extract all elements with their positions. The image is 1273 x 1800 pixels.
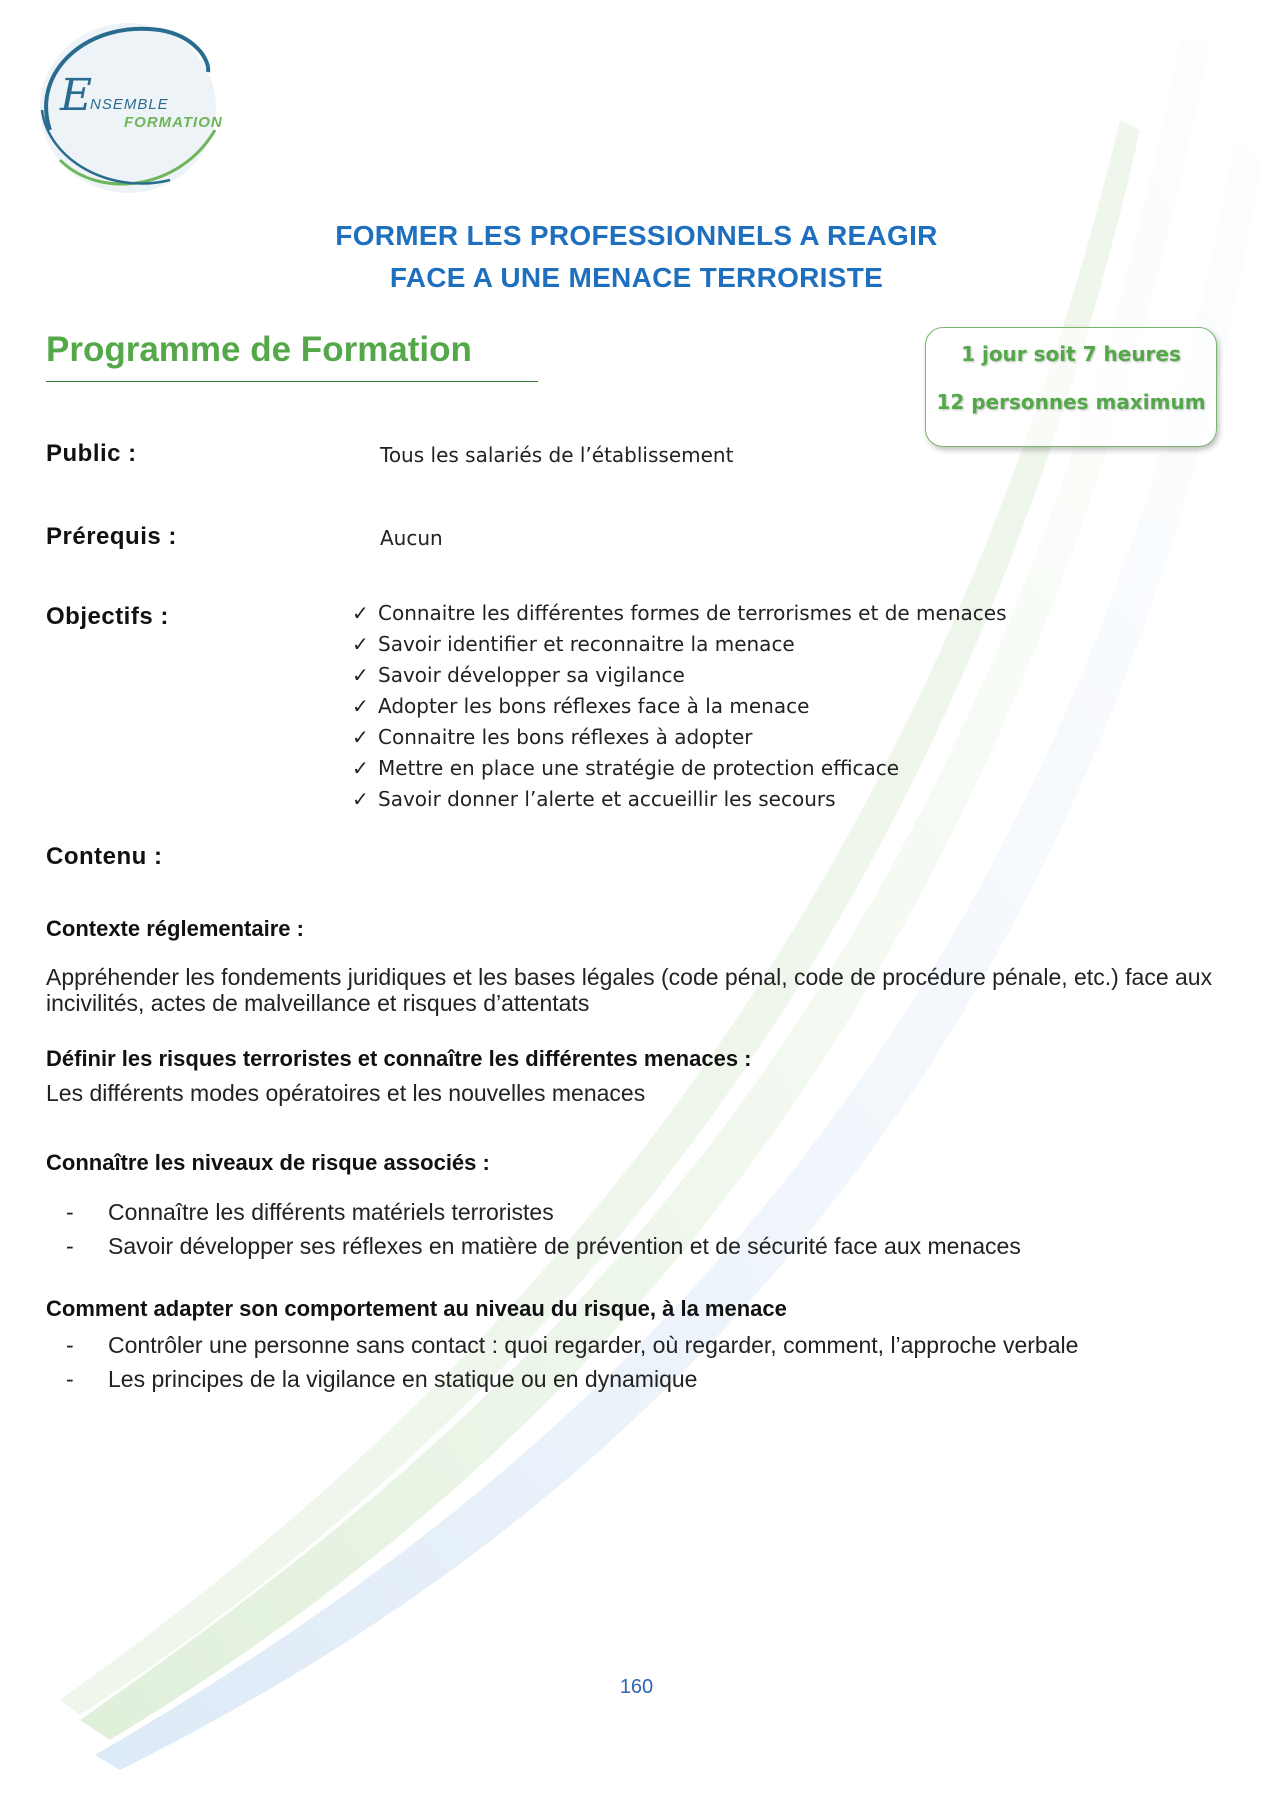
objectifs-list	[352, 598, 1007, 815]
logo-initial: E	[60, 70, 93, 121]
section-text-contexte: Appréhender les fondements juridiques et les bases légales (code pénal, code de procédure pénale, etc.) face aux incivilités, actes de malveillance et risques d’attentats	[46, 964, 1213, 1016]
list-item: - Contrôler une personne sans contact : quoi regarder, où regarder, comment, l’approche verbale	[46, 1328, 1078, 1362]
logo-text-line2: FORMATION	[124, 114, 223, 131]
checkmark-icon: ✓	[352, 756, 369, 780]
comportement-list	[46, 1328, 1078, 1396]
checkmark-icon: ✓	[352, 694, 369, 718]
public-label: Public :	[46, 440, 137, 467]
list-item: ✓ Adopter les bons réflexes face à la menace	[352, 691, 1007, 722]
list-item: - Les principes de la vigilance en statique ou en dynamique	[46, 1362, 1078, 1396]
checkmark-icon: ✓	[352, 787, 369, 811]
dash-bullet: -	[66, 1199, 74, 1225]
dash-bullet: -	[66, 1233, 74, 1259]
page-title-line1: FORMER LES PROFESSIONNELS A REAGIR	[335, 220, 938, 251]
contenu-label: Contenu :	[46, 843, 163, 870]
checkmark-icon: ✓	[352, 663, 369, 687]
dash-bullet: -	[66, 1332, 74, 1358]
programme-heading-underline	[46, 381, 538, 382]
niveaux-list	[46, 1195, 1021, 1263]
section-heading-contexte: Contexte réglementaire :	[46, 916, 304, 941]
section-heading-niveaux: Connaître les niveaux de risque associés :	[46, 1150, 490, 1175]
list-item: ✓ Connaitre les différentes formes de terrorismes et de menaces	[352, 598, 1007, 629]
section-heading-risques: Définir les risques terroristes et connaître les différentes menaces :	[46, 1046, 752, 1071]
section-heading-comportement: Comment adapter son comportement au niveau du risque, à la menace	[46, 1296, 787, 1321]
list-item: ✓ Savoir développer sa vigilance	[352, 660, 1007, 691]
duration-info-box	[925, 327, 1217, 447]
public-value: Tous les salariés de l’établissement	[380, 443, 734, 467]
prerequis-value: Aucun	[380, 526, 443, 550]
page-number: 160	[619, 1676, 654, 1698]
list-item: ✓ Savoir donner l’alerte et accueillir les secours	[352, 784, 1007, 815]
list-item: ✓ Connaitre les bons réflexes à adopter	[352, 722, 1007, 753]
section-text-risques: Les différents modes opératoires et les nouvelles menaces	[46, 1080, 646, 1106]
prerequis-label: Prérequis :	[46, 523, 177, 550]
list-item: - Savoir développer ses réflexes en matière de prévention et de sécurité face aux menaces	[46, 1229, 1021, 1263]
checkmark-icon: ✓	[352, 725, 369, 749]
checkmark-icon: ✓	[352, 632, 369, 656]
page-title-line2: FACE A UNE MENACE TERRORISTE	[389, 262, 884, 293]
programme-heading: Programme de Formation	[46, 330, 472, 369]
list-item: ✓ Savoir identifier et reconnaitre la menace	[352, 629, 1007, 660]
capacity-text: 12 personnes maximum	[936, 390, 1206, 414]
objectifs-label: Objectifs :	[46, 603, 169, 630]
list-item: - Connaître les différents matériels terroristes	[46, 1195, 1021, 1229]
checkmark-icon: ✓	[352, 601, 369, 625]
logo-text-line1: NSEMBLE	[90, 96, 169, 113]
ensemble-formation-logo	[20, 10, 240, 200]
dash-bullet: -	[66, 1366, 74, 1392]
list-item: ✓ Mettre en place une stratégie de protection efficace	[352, 753, 1007, 784]
duration-text: 1 jour soit 7 heures	[961, 342, 1181, 366]
